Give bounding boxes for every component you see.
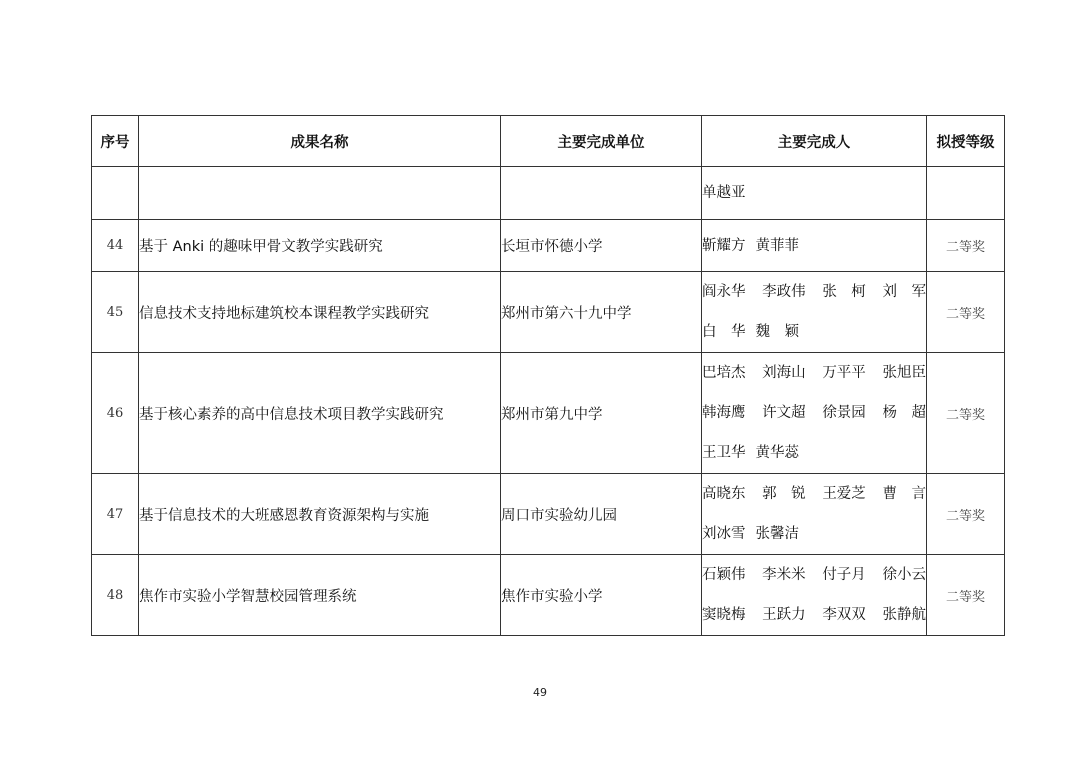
people-line [702, 173, 926, 213]
person-name: 万平平 [822, 365, 866, 381]
cell-grade: 二等奖 [927, 220, 1005, 272]
cell-grade: 二等奖 [927, 272, 1005, 353]
people-line [702, 393, 926, 433]
cell-unit: 长垣市怀德小学 [501, 220, 702, 272]
person-name: 王卫华 [702, 445, 746, 461]
cell-people [702, 474, 927, 555]
person-name: 石颖伟 [702, 567, 746, 583]
person-name: 许文超 [762, 405, 806, 421]
header-grade: 拟授等级 [927, 116, 1005, 167]
table-row [92, 474, 1005, 555]
person-name: 李米米 [762, 567, 806, 583]
cell-title: 基于核心素养的高中信息技术项目教学实践研究 [139, 353, 501, 474]
page-number: 49 [533, 686, 547, 699]
person-name: 巴培杰 [702, 365, 746, 381]
person-name: 张 柯 [822, 284, 866, 300]
cell-grade: 二等奖 [927, 474, 1005, 555]
table-header-row [92, 116, 1005, 167]
person-name: 窦晓梅 [702, 607, 746, 623]
person-name: 高晓东 [702, 486, 746, 502]
cell-unit: 周口市实验幼儿园 [501, 474, 702, 555]
cell-people [702, 167, 927, 220]
table-body [92, 167, 1005, 636]
table-row [92, 167, 1005, 220]
person-name: 刘 军 [882, 284, 926, 300]
cell-seq: 44 [92, 220, 139, 272]
people-line [702, 272, 926, 312]
person-name: 张馨洁 [755, 526, 799, 542]
person-name: 徐景园 [822, 405, 866, 421]
header-people: 主要完成人 [702, 116, 927, 167]
person-name: 刘海山 [762, 365, 806, 381]
person-name: 单越亚 [702, 185, 746, 201]
people-line [702, 312, 926, 352]
person-name: 李政伟 [762, 284, 806, 300]
person-name: 张静航 [882, 607, 926, 623]
cell-seq [92, 167, 139, 220]
person-name: 靳耀方 [702, 237, 746, 254]
cell-grade: 二等奖 [927, 555, 1005, 636]
person-name: 刘冰雪 [702, 526, 746, 542]
header-unit: 主要完成单位 [501, 116, 702, 167]
cell-people [702, 272, 927, 353]
cell-seq: 48 [92, 555, 139, 636]
table-row [92, 555, 1005, 636]
person-name: 黄华蕊 [755, 445, 799, 461]
people-line [702, 353, 926, 393]
cell-grade [927, 167, 1005, 220]
person-name: 付子月 [822, 567, 866, 583]
cell-seq: 46 [92, 353, 139, 474]
person-name: 郭 锐 [762, 486, 806, 502]
person-name: 韩海鹰 [702, 405, 746, 421]
header-title: 成果名称 [139, 116, 501, 167]
cell-title: 焦作市实验小学智慧校园管理系统 [139, 555, 501, 636]
person-name: 王爱芝 [822, 486, 866, 502]
cell-title: 基于 Anki 的趣味甲骨文教学实践研究 [139, 220, 501, 272]
person-name: 黄菲菲 [755, 237, 799, 254]
person-name: 魏 颖 [755, 324, 799, 340]
cell-people [702, 220, 927, 272]
table-row [92, 353, 1005, 474]
table-row [92, 220, 1005, 272]
cell-title: 信息技术支持地标建筑校本课程教学实践研究 [139, 272, 501, 353]
header-seq: 序号 [92, 116, 139, 167]
people-line [702, 474, 926, 514]
people-line [702, 555, 926, 595]
people-line [702, 433, 926, 473]
table-row [92, 272, 1005, 353]
person-name: 徐小云 [882, 567, 926, 583]
people-line [702, 595, 926, 635]
cell-seq: 47 [92, 474, 139, 555]
person-name: 阎永华 [702, 284, 746, 300]
cell-grade: 二等奖 [927, 353, 1005, 474]
cell-title: 基于信息技术的大班感恩教育资源架构与实施 [139, 474, 501, 555]
people-line [702, 226, 926, 266]
cell-people [702, 353, 927, 474]
cell-unit: 郑州市第九中学 [501, 353, 702, 474]
cell-seq: 45 [92, 272, 139, 353]
person-name: 李双双 [822, 607, 866, 623]
person-name: 曹 言 [882, 486, 926, 502]
awards-table [91, 115, 1005, 636]
person-name: 王跃力 [762, 607, 806, 623]
cell-unit: 郑州市第六十九中学 [501, 272, 702, 353]
person-name: 白 华 [702, 324, 746, 340]
cell-unit [501, 167, 702, 220]
person-name: 杨 超 [882, 405, 926, 421]
cell-title [139, 167, 501, 220]
people-line [702, 514, 926, 554]
cell-people [702, 555, 927, 636]
cell-unit: 焦作市实验小学 [501, 555, 702, 636]
person-name: 张旭臣 [882, 365, 926, 381]
